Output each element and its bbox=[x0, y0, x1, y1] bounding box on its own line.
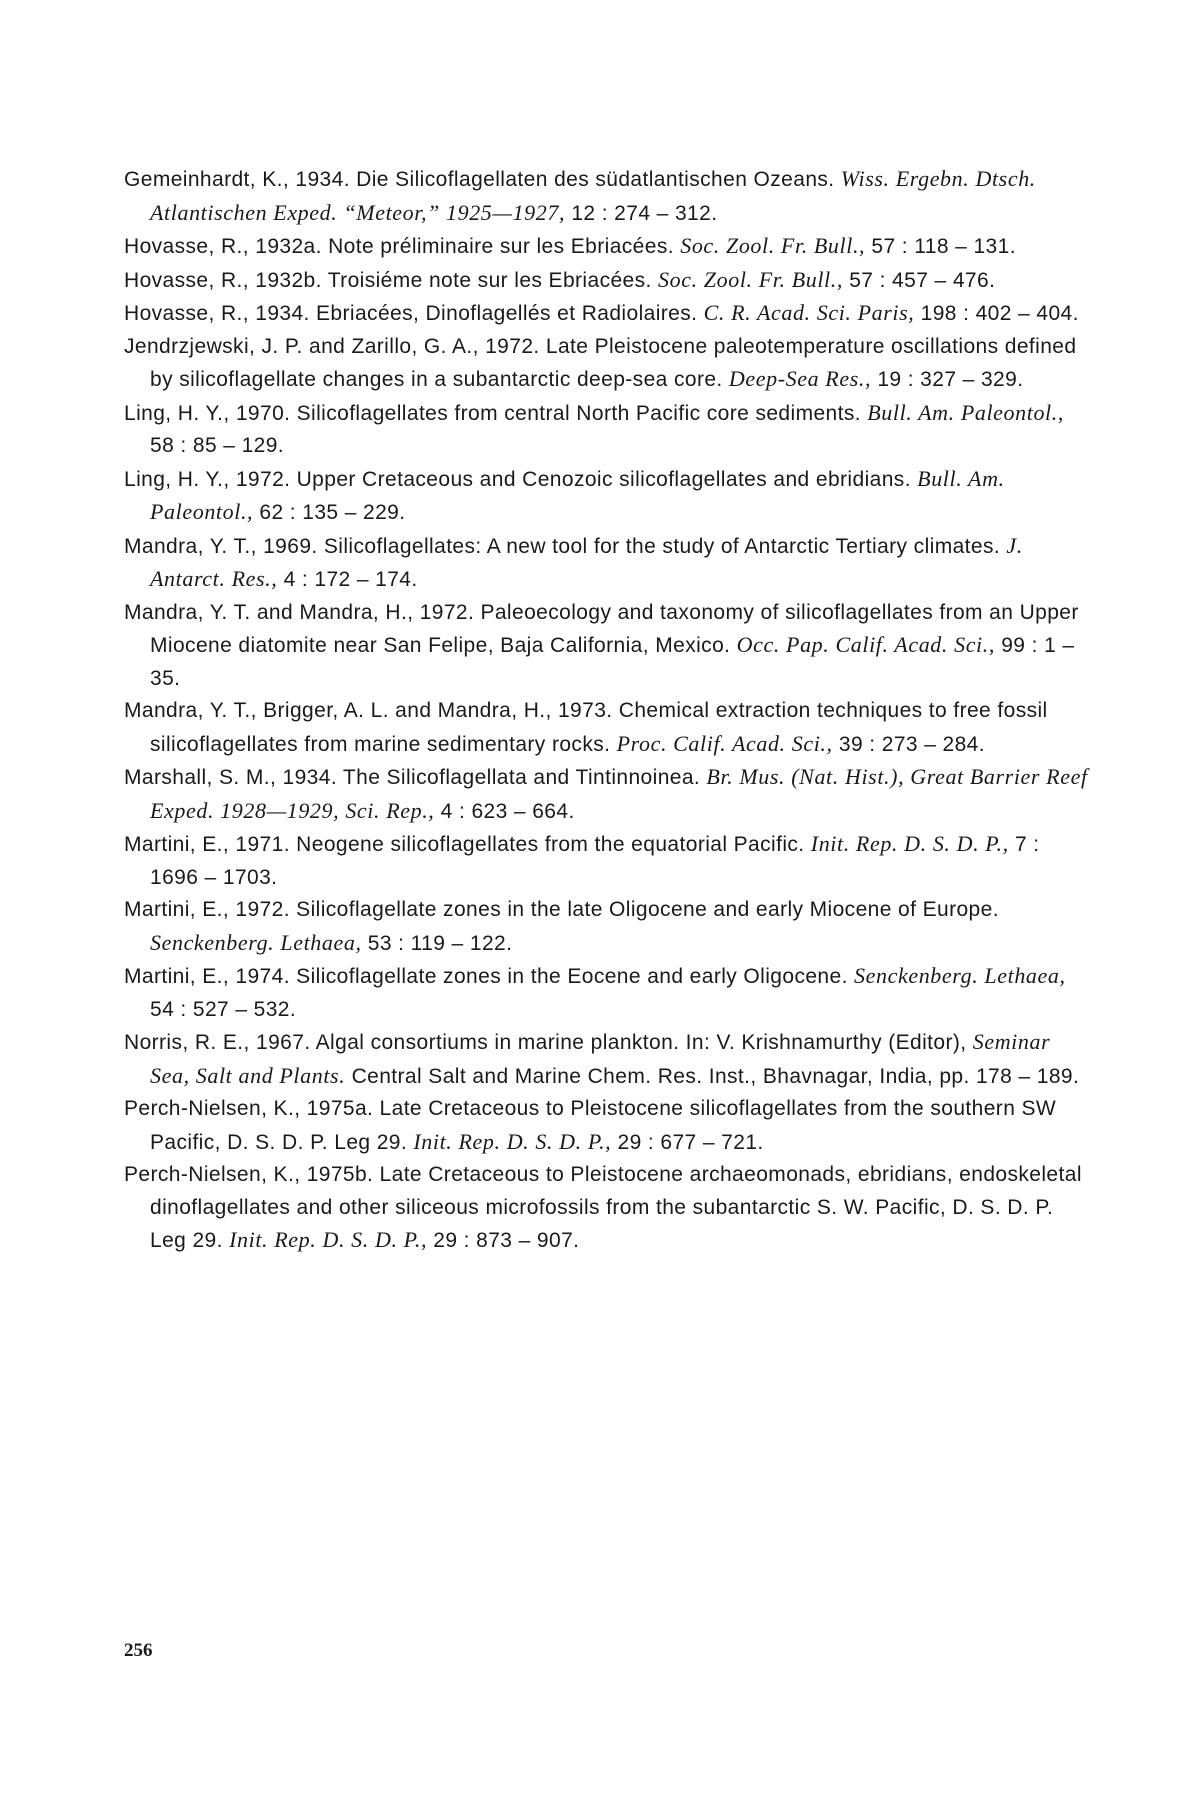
reference-journal: Init. Rep. D. S. D. P., bbox=[229, 1227, 428, 1252]
reference-volume-pages: 57 : 457 – 476. bbox=[842, 268, 996, 292]
reference-text: Norris, R. E., 1967. Algal consortiums in marine plankton. In: V. Krishnamurthy (Editor), bbox=[124, 1031, 973, 1054]
reference-volume-pages: 54 : 527 – 532. bbox=[150, 997, 297, 1021]
reference-journal: J. Antarct. Res., bbox=[150, 532, 1023, 591]
reference-entry bbox=[124, 230, 1088, 264]
reference-entry bbox=[124, 163, 1088, 230]
reference-entry bbox=[124, 1093, 1088, 1159]
reference-text: Martini, E., 1974. Silicoflagellate zones in the Eocene and early Oligocene. bbox=[124, 965, 855, 988]
reference-entry bbox=[124, 828, 1088, 894]
reference-entry bbox=[124, 463, 1088, 530]
reference-entry bbox=[124, 597, 1088, 696]
reference-volume-pages: 29 : 873 – 907. bbox=[427, 1229, 580, 1252]
reference-entry bbox=[124, 761, 1088, 828]
reference-entry bbox=[124, 530, 1088, 597]
reference-volume-pages: 62 : 135 – 229. bbox=[253, 501, 406, 524]
reference-volume-pages: 198 : 402 – 404. bbox=[914, 302, 1079, 325]
reference-journal: Proc. Calif. Acad. Sci., bbox=[616, 730, 833, 756]
reference-volume-pages: 29 : 677 – 721. bbox=[611, 1130, 764, 1154]
reference-entry bbox=[124, 1159, 1088, 1258]
reference-journal: Bull. Am. Paleontol., bbox=[150, 465, 1005, 524]
reference-journal: Wiss. Ergebn. Dtsch. Atlantischen Exped. “Meteor,” 1925—1927, bbox=[150, 166, 1036, 225]
reference-entry bbox=[124, 331, 1088, 397]
reference-journal: Br. Mus. (Nat. Hist.), Great Barrier Reef Exped. 1928—1929, Sci. Rep., bbox=[150, 764, 1088, 823]
reference-text: Ling, H. Y., 1970. Silicoflagellates from central North Pacific core sediments. bbox=[124, 401, 868, 425]
reference-journal: Seminar Sea, Salt and Plants. bbox=[150, 1029, 1051, 1088]
reference-text: Gemeinhardt, K., 1934. Die Silicoflagellaten des südatlantischen Ozeans. bbox=[124, 168, 841, 191]
reference-volume-pages: 12 : 274 – 312. bbox=[565, 201, 718, 225]
reference-text: Jendrzjewski, J. P. and Zarillo, G. A., 1972. Late Pleistocene paleotemperature oscillations defined by silicoflagellate changes in a subantarctic deep-sea core. bbox=[124, 334, 1077, 391]
reference-journal: Init. Rep. D. S. D. P., bbox=[810, 831, 1009, 856]
reference-volume-pages: 4 : 172 – 174. bbox=[277, 568, 418, 591]
reference-text: Martini, E., 1972. Silicoflagellate zones in the late Oligocene and early Miocene of Europe. bbox=[124, 898, 999, 921]
reference-text: Hovasse, R., 1932b. Troisiéme note sur les Ebriacées. bbox=[124, 268, 659, 292]
reference-volume-pages: 57 : 118 – 131. bbox=[865, 235, 1016, 258]
reference-volume-pages: 99 : 1 – 35. bbox=[150, 634, 1075, 690]
reference-text: Mandra, Y. T. and Mandra, H., 1972. Paleoecology and taxonomy of silicoflagellates from an Upper Miocene diatomite near San Felipe, Baja California, Mexico. bbox=[124, 600, 1079, 657]
reference-volume-pages: 4 : 623 – 664. bbox=[434, 799, 575, 823]
reference-volume-pages: 58 : 85 – 129. bbox=[150, 434, 285, 457]
reference-text: Hovasse, R., 1932a. Note préliminaire sur les Ebriacées. bbox=[124, 235, 681, 258]
reference-journal: Senckenberg. Lethaea, bbox=[854, 963, 1066, 988]
reference-text: Ling, H. Y., 1972. Upper Cretaceous and Cenozoic silicoflagellates and ebridians. bbox=[124, 467, 918, 491]
reference-text: Hovasse, R., 1934. Ebriacées, Dinoflagellés et Radiolaires. bbox=[124, 302, 704, 325]
reference-entry bbox=[124, 1026, 1088, 1093]
reference-text: Mandra, Y. T., Brigger, A. L. and Mandra, H., 1973. Chemical extraction techniques to free fossil silicoflagellates from marine sedimentary rocks. bbox=[124, 699, 1048, 756]
reference-volume-pages: 7 : 1696 – 1703. bbox=[150, 833, 1040, 889]
reference-journal: Senckenberg. Lethaea, bbox=[150, 929, 362, 955]
reference-entry bbox=[124, 397, 1088, 463]
reference-volume-pages: Central Salt and Marine Chem. Res. Inst., Bhavnagar, India, pp. 178 – 189. bbox=[345, 1064, 1080, 1088]
reference-journal: Init. Rep. D. S. D. P., bbox=[413, 1128, 612, 1154]
reference-entry bbox=[124, 894, 1088, 960]
reference-volume-pages: 39 : 273 – 284. bbox=[832, 732, 985, 756]
reference-journal: Occ. Pap. Calif. Acad. Sci., bbox=[736, 632, 995, 657]
reference-text: Marshall, S. M., 1934. The Silicoflagellata and Tintinnoinea. bbox=[124, 766, 707, 789]
reference-text: Martini, E., 1971. Neogene silicoflagellates from the equatorial Pacific. bbox=[124, 833, 811, 856]
reference-list bbox=[124, 163, 1088, 1258]
page-number: 256 bbox=[124, 1640, 153, 1661]
reference-journal: Bull. Am. Paleontol., bbox=[867, 399, 1064, 425]
reference-entry bbox=[124, 264, 1088, 298]
reference-volume-pages: 53 : 119 – 122. bbox=[361, 931, 513, 955]
reference-text: Mandra, Y. T., 1969. Silicoflagellates: A new tool for the study of Antarctic Tertiary climates. bbox=[124, 534, 1007, 558]
reference-journal: Soc. Zool. Fr. Bull., bbox=[658, 266, 843, 292]
reference-journal: Soc. Zool. Fr. Bull., bbox=[680, 233, 866, 258]
reference-journal: C. R. Acad. Sci. Paris, bbox=[703, 300, 915, 325]
reference-journal: Deep-Sea Res., bbox=[728, 366, 872, 391]
reference-entry bbox=[124, 297, 1088, 331]
reference-volume-pages: 19 : 327 – 329. bbox=[871, 368, 1024, 391]
reference-text: Perch-Nielsen, K., 1975b. Late Cretaceous to Pleistocene archaeomonads, ebridians, endoskeletal dinoflagellates and other siliceous microfossils from the subantarctic S. W. Pacific, D. S. D. P. Leg 29. bbox=[124, 1163, 1082, 1252]
reference-entry bbox=[124, 960, 1088, 1026]
reference-entry bbox=[124, 695, 1088, 761]
reference-text: Perch-Nielsen, K., 1975a. Late Cretaceous to Pleistocene silicoflagellates from the southern SW Pacific, D. S. D. P. Leg 29. bbox=[124, 1097, 1057, 1154]
